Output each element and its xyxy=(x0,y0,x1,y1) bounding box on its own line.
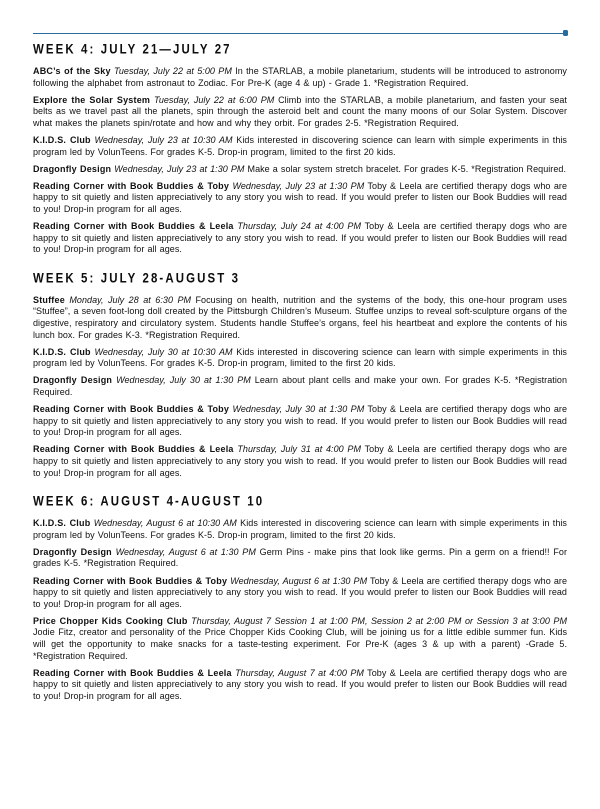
event-datetime: Thursday, July 24 at 4:00 PM xyxy=(237,221,362,232)
event-description: Toby & Leela are certified therapy dogs who are happy to sit quietly and listen appreciatively to any story you wish to read. If you would prefer to listen our Book Buddies will read to you! Drop-in program for all ages. xyxy=(33,575,567,609)
event-entry xyxy=(33,135,567,158)
week-4-header: WEEK 4: JULY 21—JULY 27 xyxy=(33,40,232,57)
event-description: In the STARLAB, a mobile planetarium, students will be introduced to astronomy following the alphabet from astronaut to Zodiac. For Pre-K (age 4 & up) - Grade 1. *Registration Required. xyxy=(33,66,567,88)
event-entry xyxy=(33,95,567,130)
event-description: Toby & Leela are certified therapy dogs who are happy to sit quietly and listen appreciatively to any story you wish to read. If you would prefer to listen our Book Buddies will read to you! Drop-in program for all ages. xyxy=(33,444,568,478)
event-title: Stuffee xyxy=(33,294,65,305)
event-title: Dragonfly Design xyxy=(33,375,113,386)
event-description: Jodie Fitz, creator and personality of the Price Chopper Kids Cooking Club, will be joining us for a little edible summer fun. Kids will get the opportunity to make snacks for a taste-testing experiment. For Pre-K (ages 3 & up with a parent) -Grade 5. *Registration Required. xyxy=(33,627,567,661)
event-datetime: Wednesday, July 30 at 1:30 PM xyxy=(116,375,251,386)
event-entry xyxy=(33,347,567,370)
event-entry xyxy=(33,576,567,611)
event-entry xyxy=(33,518,567,541)
event-title: Reading Corner with Book Buddies & Toby xyxy=(33,404,230,415)
event-title: Explore the Solar System xyxy=(33,94,151,105)
event-datetime: Wednesday, July 30 at 10:30 AM xyxy=(94,346,233,357)
event-description: Climb into the STARLAB, a mobile planetarium, and fasten your seat belts as we travel past all the planets, spin through the asteroid belt and count the many moons of our Solar System. Discover what makes the planets spin/rotate and how and why they orbit. For grades 2-5. *Registration Required. xyxy=(33,94,567,128)
event-datetime: Thursday, August 7 at 4:00 PM xyxy=(235,667,364,678)
event-title: Dragonfly Design xyxy=(33,546,112,557)
event-description: Kids interested in discovering science can learn with simple experiments in this program led by VolunTeens. For grades K-5. Drop-in program, limited to the first 20 kids. xyxy=(33,518,567,540)
event-datetime: Wednesday, August 6 at 1:30 PM xyxy=(115,546,256,557)
event-title: K.I.D.S. Club xyxy=(33,134,91,145)
event-entry xyxy=(33,295,567,341)
event-entry xyxy=(33,181,567,216)
week-5-section xyxy=(33,270,567,479)
event-description: Germ Pins - make pins that look like germs. Pin a germ on a friend!! For grades K-5. *Registration Required. xyxy=(33,546,567,569)
event-title: K.I.D.S. Club xyxy=(33,346,91,357)
event-datetime: Wednesday, August 6 at 1:30 PM xyxy=(230,575,368,586)
event-entry xyxy=(33,444,567,479)
event-title: Reading Corner with Book Buddies & Leela xyxy=(33,667,232,678)
event-title: ABC’s of the Sky xyxy=(33,66,111,76)
event-entry xyxy=(33,547,567,570)
event-description: Kids interested in discovering science can learn with simple experiments in this program led by VolunTeens. For grades K-5. Drop-in program, limited to the first 20 kids. xyxy=(33,346,567,369)
event-entry xyxy=(33,616,567,662)
event-datetime: Wednesday, August 6 at 10:30 AM xyxy=(93,518,237,529)
event-datetime: Wednesday, July 30 at 1:30 PM xyxy=(232,404,365,415)
event-title: Reading Corner with Book Buddies & Toby xyxy=(33,575,228,586)
event-datetime: Monday, July 28 at 6:30 PM xyxy=(69,294,192,305)
event-description: Toby & Leela are certified therapy dogs who are happy to sit quietly and listen appreciatively to any story you wish to read. If you would prefer to listen our Book Buddies will read to you! Drop-in program for all ages. xyxy=(33,221,568,255)
event-description: Toby & Leela are certified therapy dogs who are happy to sit quietly and listen appreciatively to any story you wish to read. If you would prefer to listen our Book Buddies will read to you! Drop-in program for all ages. xyxy=(33,180,568,214)
event-description: Toby & Leela are certified therapy dogs who are happy to sit quietly and listen appreciatively to any story you wish to read. If you would prefer to listen our Book Buddies will read to you! Drop-in program for all ages. xyxy=(33,404,568,438)
event-datetime: Tuesday, July 22 at 6:00 PM xyxy=(153,94,275,105)
event-description: Kids interested in discovering science can learn with simple experiments in this program led by VolunTeens. For grades K-5. Drop-in program, limited to the first 20 kids. xyxy=(33,134,567,157)
event-description: Make a solar system stretch bracelet. For grades K-5. *Registration Required. xyxy=(247,163,567,174)
event-datetime: Wednesday, July 23 at 1:30 PM xyxy=(232,180,365,191)
event-entry xyxy=(33,375,567,398)
week-5-header: WEEK 5: JULY 28-AUGUST 3 xyxy=(33,269,241,286)
event-entry xyxy=(33,404,567,439)
event-entry xyxy=(33,668,567,703)
event-description: Focusing on health, nutrition and the systems of the body, this one-hour program uses “Stuffee”, a seven foot-long doll created by the Pittsburgh Children’s Museum. Stuffee unzips to reveal soft-sculpture organs of the digestive, respiratory and circulatory system. Students handle Stuffee’s organs, feel his heartbeat and explore the contents of his lunch box. For grades K-3. *Registration Required. xyxy=(33,294,567,340)
event-title: Price Chopper Kids Cooking Club xyxy=(33,615,188,626)
event-entry xyxy=(33,66,567,89)
event-title: Reading Corner with Book Buddies & Leela xyxy=(33,221,234,232)
event-title: Dragonfly Design xyxy=(33,163,112,174)
week-6-section xyxy=(33,493,567,702)
event-datetime: Thursday, July 31 at 4:00 PM xyxy=(237,444,362,455)
top-rule xyxy=(33,33,567,34)
event-title: Reading Corner with Book Buddies & Leela xyxy=(33,444,234,455)
week-4-section xyxy=(33,41,567,256)
event-entry xyxy=(33,164,567,176)
rule-end-dot xyxy=(563,30,569,36)
event-description: Learn about plant cells and make your own. For grades K-5. *Registration Required. xyxy=(33,375,567,397)
event-title: Reading Corner with Book Buddies & Toby xyxy=(33,180,230,191)
event-title: K.I.D.S. Club xyxy=(33,518,91,529)
event-description: Toby & Leela are certified therapy dogs who are happy to sit quietly and listen appreciatively to any story you wish to read. If you would prefer to listen our Book Buddies will read to you! Drop-in program for all ages. xyxy=(33,667,568,701)
event-datetime: Wednesday, July 23 at 10:30 AM xyxy=(94,134,233,145)
event-datetime: Thursday, August 7 Session 1 at 1:00 PM, Session 2 at 2:00 PM or Session 3 at 3:00 PM xyxy=(191,615,567,626)
event-datetime: Wednesday, July 23 at 1:30 PM xyxy=(114,163,245,174)
program-schedule-page xyxy=(0,33,600,809)
event-datetime: Tuesday, July 22 at 5:00 PM xyxy=(113,66,232,76)
event-entry xyxy=(33,221,567,256)
week-6-header: WEEK 6: AUGUST 4-AUGUST 10 xyxy=(33,492,265,509)
